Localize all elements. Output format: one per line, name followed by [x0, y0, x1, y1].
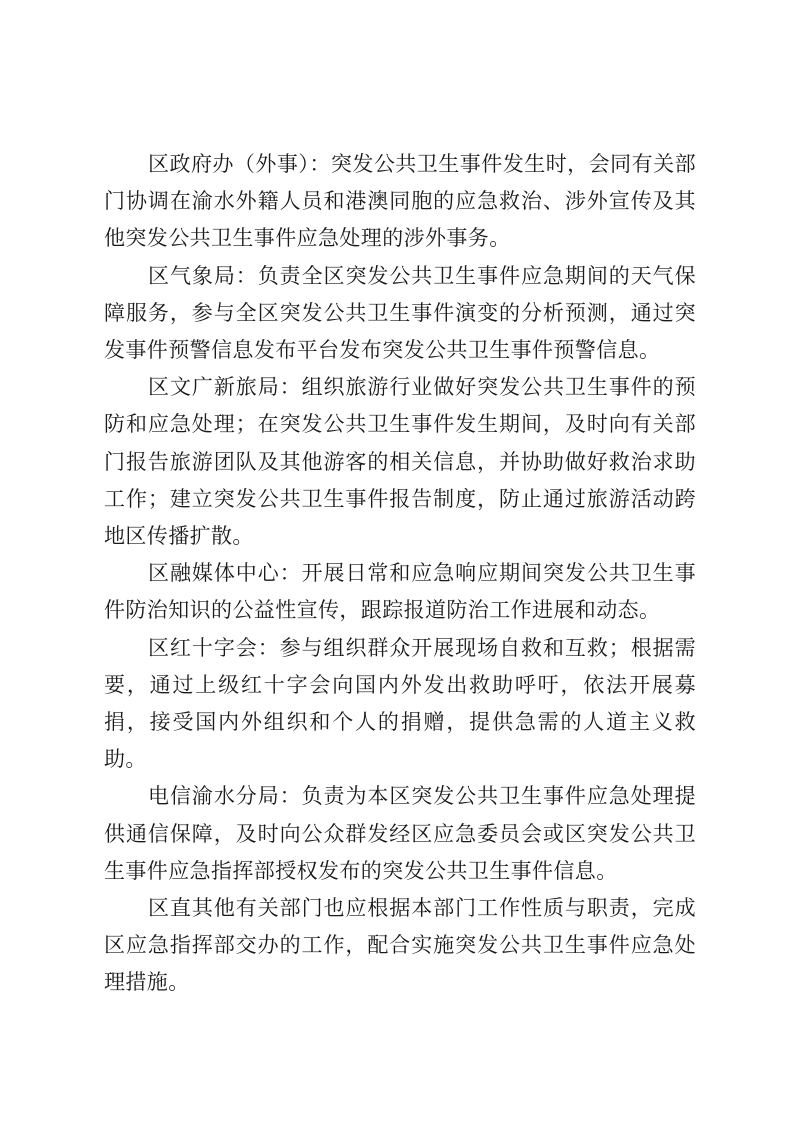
paragraph-red-cross: 区红十字会：参与组织群众开展现场自救和互救；根据需要，通过上级红十字会向国内外发出救助呼吁，依法开展募捐，接受国内外组织和个人的捐赠，提供急需的人道主义救助。: [104, 635, 696, 772]
paragraph-district-government-office: 区政府办（外事）：突发公共卫生事件发生时，会同有关部门协调在渝水外籍人员和港澳同胞的应急救治、涉外宣传及其他突发公共卫生事件应急处理的涉外事务。: [104, 152, 696, 251]
paragraph-telecom-branch: 电信渝水分局：负责为本区突发公共卫生事件应急处理提供通信保障，及时向公众群发经区应急委员会或区突发公共卫生事件应急指挥部授权发布的突发公共卫生事件信息。: [104, 784, 696, 883]
paragraph-culture-tourism-bureau: 区文广新旅局：组织旅游行业做好突发公共卫生事件的预防和应急处理；在突发公共卫生事件发生期间，及时向有关部门报告旅游团队及其他游客的相关信息，并协助做好救治求助工作；建立突发公共卫生事件报告制度，防止通过旅游活动跨地区传播扩散。: [104, 375, 696, 549]
document-body: [104, 146, 696, 1002]
paragraph-media-center: 区融媒体中心：开展日常和应急响应期间突发公共卫生事件防治知识的公益性宣传，跟踪报道防治工作进展和动态。: [104, 561, 696, 623]
paragraph-meteorological-bureau: 区气象局：负责全区突发公共卫生事件应急期间的天气保障服务，参与全区突发公共卫生事件演变的分析预测，通过突发事件预警信息发布平台发布突发公共卫生事件预警信息。: [104, 263, 696, 363]
paragraph-other-departments: 区直其他有关部门也应根据本部门工作性质与职责，完成区应急指挥部交办的工作，配合实施突发公共卫生事件应急处理措施。: [104, 896, 696, 995]
